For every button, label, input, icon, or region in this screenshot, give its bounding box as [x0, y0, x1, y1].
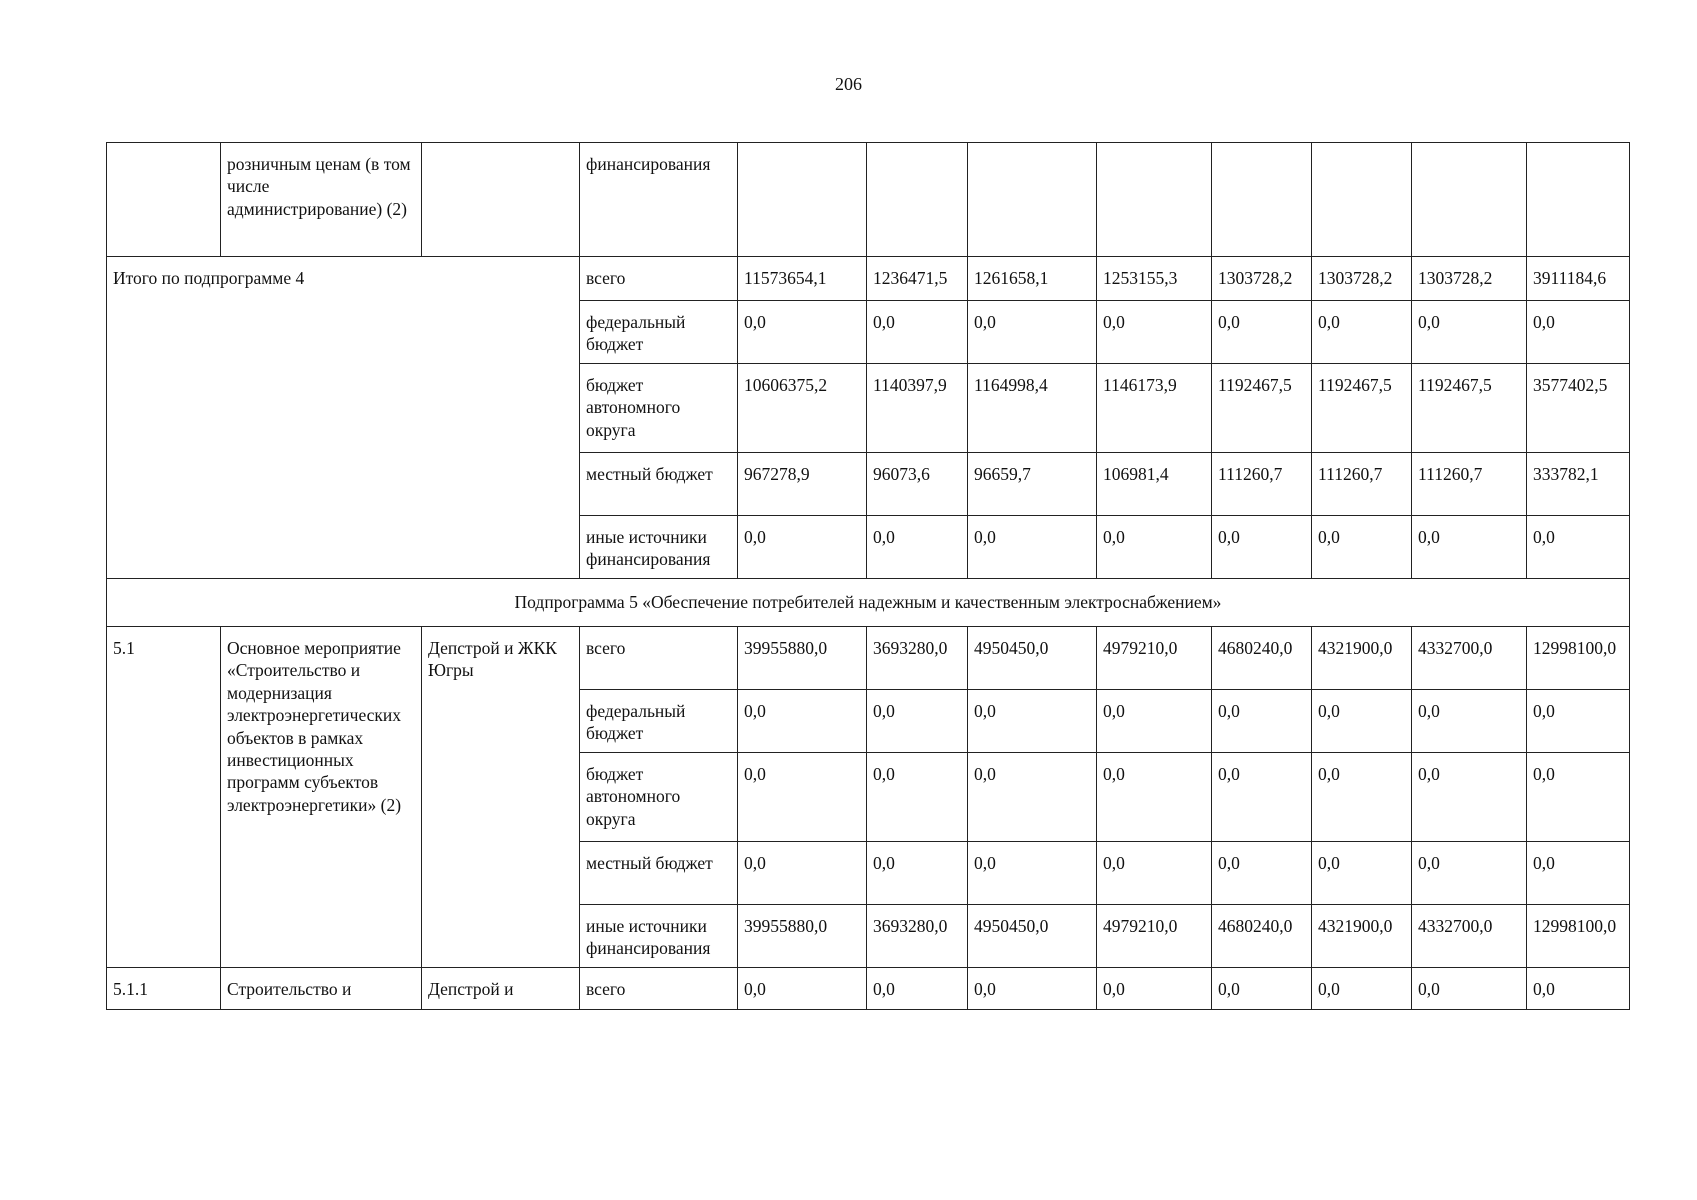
item-number: 5.1.1 — [107, 968, 221, 1010]
source-cell: иные источники финансирования — [580, 516, 738, 579]
value-cell: 1192467,5 — [1312, 364, 1412, 453]
page-number: 206 — [835, 74, 862, 94]
value-cell — [1527, 143, 1630, 257]
value-cell: 0,0 — [1527, 516, 1630, 579]
source-cell: всего — [580, 627, 738, 690]
value-cell: 111260,7 — [1212, 453, 1312, 516]
value-cell: 4950450,0 — [968, 627, 1097, 690]
value-cell: 0,0 — [1412, 842, 1527, 905]
value-cell: 12998100,0 — [1527, 905, 1630, 968]
item511-row-total — [107, 968, 1630, 1010]
value-cell: 0,0 — [1527, 753, 1630, 842]
source-cell: финансирования — [580, 143, 738, 257]
value-cell: 0,0 — [867, 516, 968, 579]
value-cell: 0,0 — [1412, 753, 1527, 842]
value-cell: 0,0 — [1212, 753, 1312, 842]
value-cell: 4321900,0 — [1312, 905, 1412, 968]
value-cell: 0,0 — [1412, 690, 1527, 753]
subprogram5-header-row — [107, 579, 1630, 627]
value-cell — [1212, 143, 1312, 257]
value-cell: 0,0 — [1312, 842, 1412, 905]
value-cell: 1253155,3 — [1097, 257, 1212, 301]
value-cell: 111260,7 — [1412, 453, 1527, 516]
financing-table — [106, 142, 1630, 1010]
value-cell: 1192467,5 — [1212, 364, 1312, 453]
value-cell: 10606375,2 — [738, 364, 867, 453]
value-cell: 0,0 — [738, 690, 867, 753]
value-cell: 96073,6 — [867, 453, 968, 516]
value-cell: 4680240,0 — [1212, 627, 1312, 690]
value-cell — [1412, 143, 1527, 257]
value-cell: 0,0 — [1097, 968, 1212, 1010]
source-cell: всего — [580, 257, 738, 301]
value-cell: 0,0 — [968, 968, 1097, 1010]
source-cell: иные источники финансирования — [580, 905, 738, 968]
value-cell: 0,0 — [1212, 516, 1312, 579]
value-cell: 0,0 — [1097, 690, 1212, 753]
value-cell: 1303728,2 — [1312, 257, 1412, 301]
value-cell: 0,0 — [1312, 753, 1412, 842]
num-cell — [107, 143, 221, 257]
value-cell: 3911184,6 — [1527, 257, 1630, 301]
value-cell: 0,0 — [738, 301, 867, 364]
value-cell: 1140397,9 — [867, 364, 968, 453]
value-cell: 0,0 — [1527, 690, 1630, 753]
total4-row-total — [107, 257, 1630, 301]
total4-label: Итого по подпрограмме 4 — [107, 257, 580, 579]
value-cell: 96659,7 — [968, 453, 1097, 516]
value-cell: 333782,1 — [1527, 453, 1630, 516]
source-cell: местный бюджет — [580, 453, 738, 516]
value-cell: 4332700,0 — [1412, 905, 1527, 968]
value-cell — [867, 143, 968, 257]
value-cell: 1146173,9 — [1097, 364, 1212, 453]
value-cell: 0,0 — [968, 301, 1097, 364]
value-cell: 1261658,1 — [968, 257, 1097, 301]
value-cell: 0,0 — [1412, 301, 1527, 364]
source-cell: местный бюджет — [580, 842, 738, 905]
value-cell: 4979210,0 — [1097, 905, 1212, 968]
value-cell: 0,0 — [968, 690, 1097, 753]
value-cell: 0,0 — [968, 842, 1097, 905]
value-cell: 0,0 — [1097, 842, 1212, 905]
value-cell: 4979210,0 — [1097, 627, 1212, 690]
value-cell: 1303728,2 — [1412, 257, 1527, 301]
value-cell: 0,0 — [867, 301, 968, 364]
value-cell: 0,0 — [1527, 968, 1630, 1010]
value-cell: 1192467,5 — [1412, 364, 1527, 453]
value-cell: 0,0 — [968, 753, 1097, 842]
item-name: Строительство и — [221, 968, 422, 1010]
value-cell: 3693280,0 — [867, 905, 968, 968]
value-cell: 0,0 — [1212, 690, 1312, 753]
value-cell: 0,0 — [1097, 301, 1212, 364]
item-executor: Депстрой и — [422, 968, 580, 1010]
value-cell: 0,0 — [1212, 842, 1312, 905]
value-cell: 0,0 — [738, 968, 867, 1010]
value-cell — [1097, 143, 1212, 257]
continuation-row — [107, 143, 1630, 257]
value-cell — [968, 143, 1097, 257]
value-cell — [738, 143, 867, 257]
value-cell: 106981,4 — [1097, 453, 1212, 516]
value-cell: 0,0 — [1312, 516, 1412, 579]
value-cell: 1303728,2 — [1212, 257, 1312, 301]
value-cell — [1312, 143, 1412, 257]
source-cell: всего — [580, 968, 738, 1010]
value-cell: 0,0 — [1412, 968, 1527, 1010]
value-cell: 3577402,5 — [1527, 364, 1630, 453]
value-cell: 12998100,0 — [1527, 627, 1630, 690]
value-cell: 0,0 — [1212, 301, 1312, 364]
value-cell: 0,0 — [1412, 516, 1527, 579]
source-cell: федеральный бюджет — [580, 301, 738, 364]
value-cell: 4332700,0 — [1412, 627, 1527, 690]
value-cell: 39955880,0 — [738, 627, 867, 690]
value-cell: 0,0 — [1527, 301, 1630, 364]
value-cell: 4321900,0 — [1312, 627, 1412, 690]
value-cell: 0,0 — [1212, 968, 1312, 1010]
source-cell: федеральный бюджет — [580, 690, 738, 753]
value-cell: 967278,9 — [738, 453, 867, 516]
value-cell: 0,0 — [1312, 690, 1412, 753]
value-cell: 111260,7 — [1312, 453, 1412, 516]
value-cell: 0,0 — [867, 753, 968, 842]
value-cell: 0,0 — [1097, 516, 1212, 579]
value-cell: 0,0 — [867, 968, 968, 1010]
source-cell: бюджет автономного округа — [580, 364, 738, 453]
item-executor: Депстрой и ЖКК Югры — [422, 627, 580, 968]
value-cell: 0,0 — [867, 842, 968, 905]
value-cell: 0,0 — [1312, 301, 1412, 364]
value-cell: 0,0 — [738, 516, 867, 579]
value-cell: 4680240,0 — [1212, 905, 1312, 968]
executor-cell — [422, 143, 580, 257]
value-cell: 11573654,1 — [738, 257, 867, 301]
value-cell: 1164998,4 — [968, 364, 1097, 453]
value-cell: 0,0 — [1097, 753, 1212, 842]
value-cell: 0,0 — [1527, 842, 1630, 905]
name-cell: розничным ценам (в том числе администрирование) (2) — [221, 143, 422, 257]
value-cell: 39955880,0 — [738, 905, 867, 968]
value-cell: 4950450,0 — [968, 905, 1097, 968]
value-cell: 1236471,5 — [867, 257, 968, 301]
subprogram5-title: Подпрограмма 5 «Обеспечение потребителей надежным и качественным электроснабжением» — [107, 579, 1630, 627]
value-cell: 0,0 — [738, 753, 867, 842]
item51-row-total — [107, 627, 1630, 690]
item-number: 5.1 — [107, 627, 221, 968]
value-cell: 0,0 — [1312, 968, 1412, 1010]
item-name: Основное мероприятие «Строительство и модернизация электроэнергетических объектов в рамках инвестиционных программ субъектов электроэнергетики» (2) — [221, 627, 422, 968]
value-cell: 0,0 — [968, 516, 1097, 579]
value-cell: 0,0 — [867, 690, 968, 753]
value-cell: 3693280,0 — [867, 627, 968, 690]
source-cell: бюджет автономного округа — [580, 753, 738, 842]
value-cell: 0,0 — [738, 842, 867, 905]
